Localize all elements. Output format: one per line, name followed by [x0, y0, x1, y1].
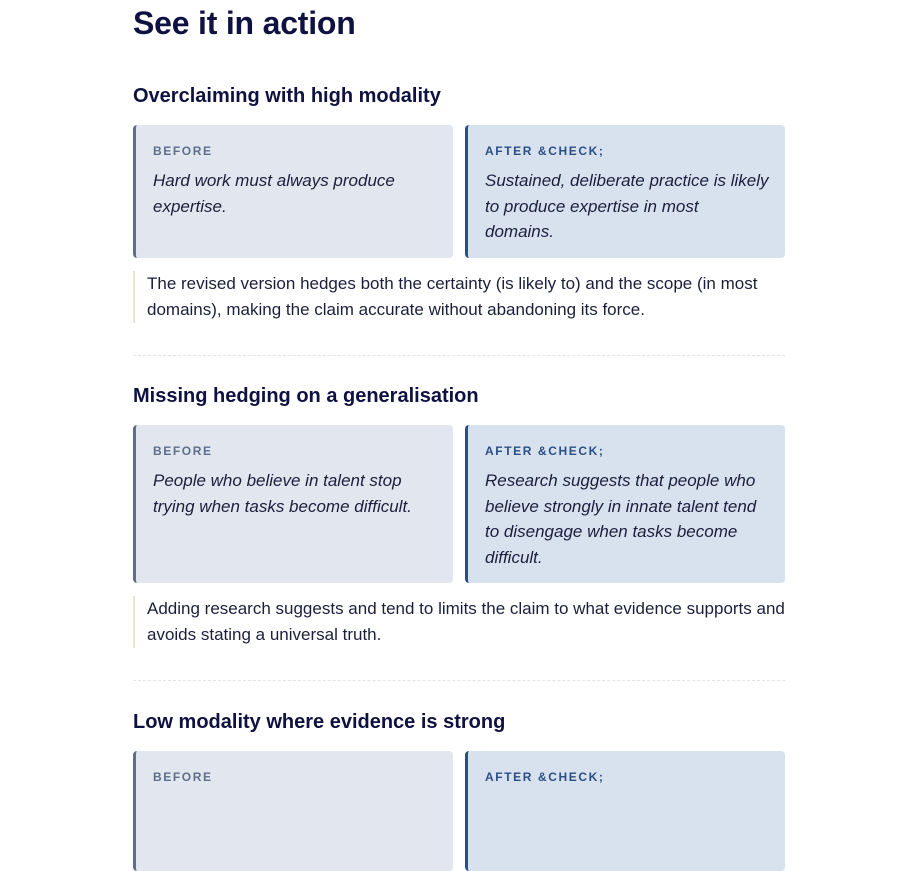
example-low-modality [133, 709, 785, 871]
after-label: AFTER &CHECK; [485, 444, 605, 458]
section-divider [133, 680, 785, 681]
example-title: Low modality where evidence is strong [133, 711, 506, 733]
after-card [465, 751, 785, 871]
before-text: Hard work must always produce expertise. [153, 171, 395, 216]
before-label: BEFORE [153, 444, 213, 458]
before-text: People who believe in talent stop trying when tasks become difficult. [153, 471, 412, 516]
after-text: Sustained, deliberate practice is likely to produce expertise in most domains. [485, 171, 769, 241]
after-label: AFTER &CHECK; [485, 144, 605, 158]
section-divider [133, 355, 785, 356]
example-missing-hedging [133, 383, 785, 648]
example-title: Overclaiming with high modality [133, 85, 441, 107]
example-overclaiming [133, 83, 785, 323]
after-text: Research suggests that people who believe strongly in innate talent tend to disengage when tasks become difficult. [485, 471, 757, 567]
comparison-pair [133, 425, 785, 583]
before-label: BEFORE [153, 144, 213, 158]
before-label: BEFORE [153, 770, 213, 784]
explanation-note: The revised version hedges both the certainty (is likely to) and the scope (in most domains), making the claim accurate without abandoning its force. [133, 271, 785, 323]
page-title: See it in action [133, 5, 356, 41]
before-card [133, 425, 453, 583]
comparison-pair [133, 125, 785, 258]
after-label: AFTER &CHECK; [485, 770, 605, 784]
explanation-note: Adding research suggests and tend to limits the claim to what evidence supports and avoids stating a universal truth. [133, 596, 785, 648]
example-title: Missing hedging on a generalisation [133, 385, 479, 407]
before-card [133, 751, 453, 871]
comparison-pair [133, 751, 785, 871]
after-card [465, 125, 785, 258]
after-card [465, 425, 785, 583]
main-content [133, 0, 785, 871]
before-card [133, 125, 453, 258]
